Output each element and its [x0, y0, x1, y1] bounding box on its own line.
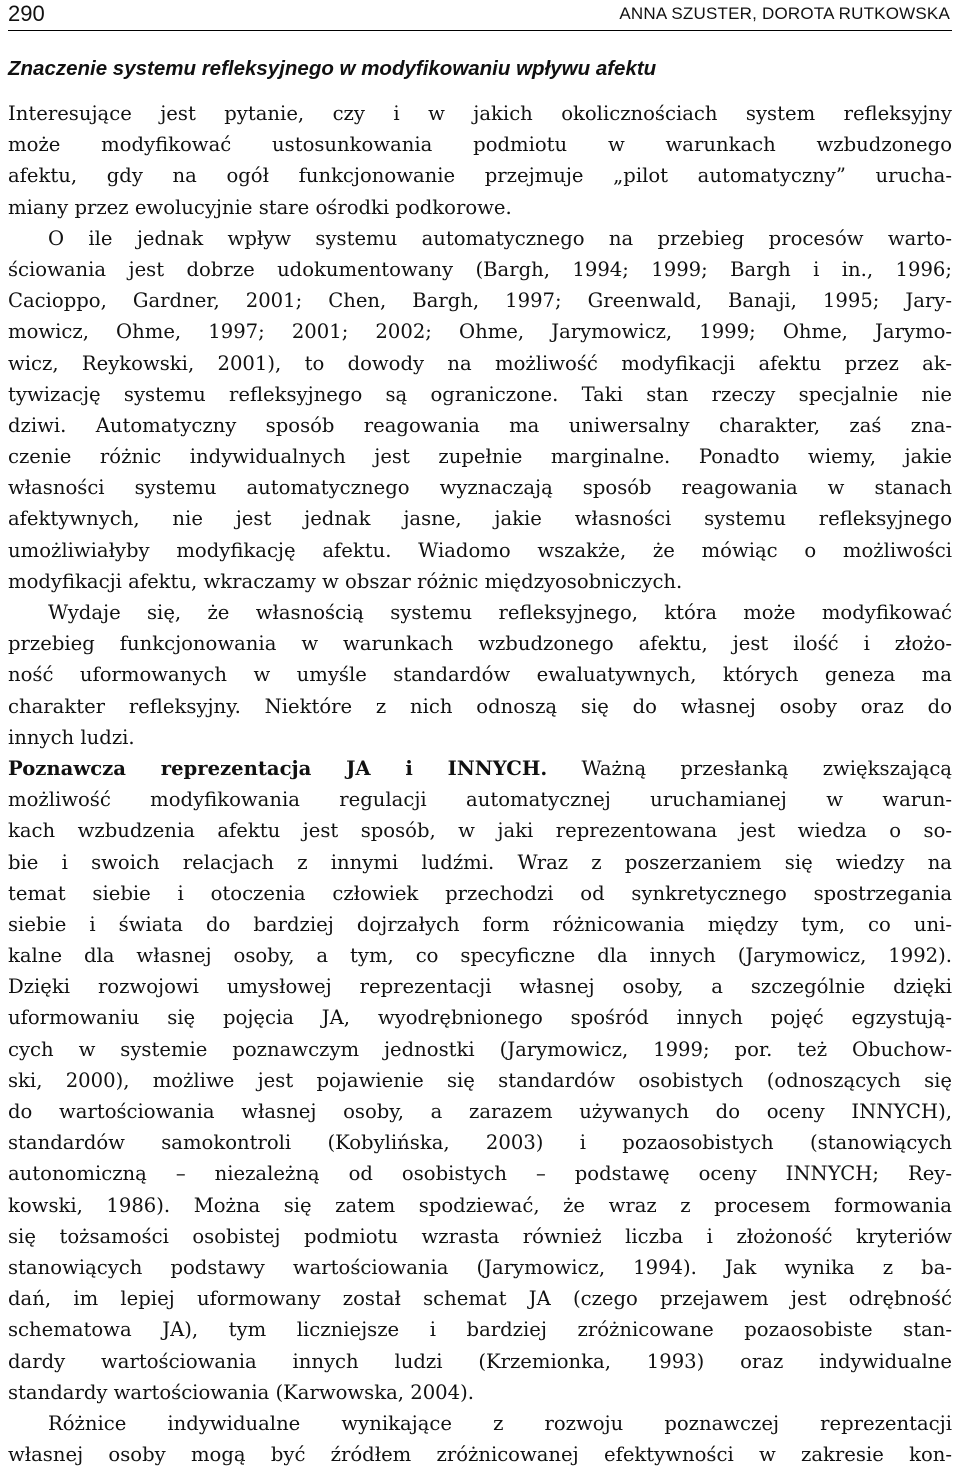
- line-text: siebie i świata do bardziej dojrzałych form różnicowania między tym, co uni-: [8, 912, 952, 936]
- line-text: Cacioppo, Gardner, 2001; Chen, Bargh, 1997; Greenwald, Banaji, 1995; Jary-: [8, 289, 952, 313]
- line-text: modyfikacji afektu, wkraczamy w obszar różnic międzyosobniczych.: [8, 569, 683, 593]
- line-text: dardy wartościowania innych ludzi (Krzemionka, 1993) oraz indywidualne: [8, 1349, 952, 1373]
- line-text: do wartościowania własnej osoby, a zarazem używanych do oceny INNYCH),: [8, 1100, 952, 1123]
- line-text: standardów samokontroli (Kobylińska, 2003) i pozaosobistych (stanowiących: [8, 1131, 952, 1155]
- running-header: [8, 0, 952, 31]
- line-text: bie i swoich relacjach z innymi ludźmi. Wraz z poszerzaniem się wiedzy na: [8, 850, 952, 874]
- text-line: [8, 1190, 952, 1221]
- text-line: [8, 379, 952, 410]
- line-text: własnej osoby mogą być źródłem zróżnicowanej efektywności w zakresie kon-: [8, 1443, 952, 1467]
- line-text: tywizację systemu refleksyjnego są ograniczone. Taki stan rzeczy specjalnie nie: [8, 382, 952, 406]
- running-head-authors: ANNA SZUSTER, DOROTA RUTKOWSKA: [619, 4, 950, 23]
- text-line: [8, 722, 952, 753]
- text-line: [8, 1065, 952, 1096]
- line-text: kalne dla własnej osoby, a tym, co specyficzne dla innych (Jarymowicz, 1992).: [8, 944, 952, 968]
- line-text: mowicz, Ohme, 1997; 2001; 2002; Ohme, Jarymowicz, 1999; Ohme, Jarymo-: [8, 320, 952, 344]
- text-line: [8, 410, 952, 441]
- line-text: Różnice indywidualne wynikające z rozwoju poznawczej reprezentacji: [48, 1411, 952, 1435]
- text-line: [8, 691, 952, 722]
- line-text: Wydaje się, że własnością systemu refleksyjnego, która może modyfikować: [48, 601, 952, 624]
- line-text: afektywnych, nie jest jednak jasne, jakie własności systemu refleksyjnego: [8, 507, 952, 531]
- text-line: [8, 1221, 952, 1252]
- text-line: [8, 223, 952, 254]
- line-text: Interesujące jest pytanie, czy i w jakich okolicznościach system refleksyjny: [8, 102, 952, 125]
- section-heading: Znaczenie systemu refleksyjnego w modyfikowaniu wpływu afektu: [8, 57, 657, 80]
- text-line: [8, 348, 952, 379]
- text-line: [8, 971, 952, 1002]
- text-line: [8, 940, 952, 971]
- line-text: wicz, Reykowski, 2001), to dowody na możliwość modyfikacji afektu przez ak-: [8, 351, 952, 375]
- line-text: afektu, gdy na ogół funkcjonowanie przejmuje „pilot automatyczny” urucha-: [8, 164, 952, 188]
- line-text: Dzięki rozwojowi umysłowej reprezentacji własnej osoby, a szczególnie dzięki: [8, 975, 952, 999]
- line-text: temat siebie i otoczenia człowiek przechodzi od synkretycznego spostrzegania: [8, 881, 952, 905]
- text-line: [8, 566, 952, 597]
- line-text: stanowiących podstawy wartościowania (Jarymowicz, 1994). Jak wynika z ba-: [8, 1255, 952, 1279]
- text-line: [8, 1127, 952, 1158]
- line-text: standardy wartościowania (Karwowska, 2004).: [8, 1380, 474, 1404]
- line-text: O ile jednak wpływ systemu automatycznego na przebieg procesów warto-: [48, 226, 952, 250]
- text-line: [8, 254, 952, 285]
- line-text: cych w systemie poznawczym jednostki (Jarymowicz, 1999; por. też Obuchow-: [8, 1037, 952, 1061]
- text-line: [8, 503, 952, 534]
- line-text: innych ludzi.: [8, 725, 135, 749]
- text-line: [8, 659, 952, 690]
- line-text: własności systemu automatycznego wyznaczają sposób reagowania w stanach: [8, 476, 952, 500]
- text-line: [8, 1002, 952, 1033]
- text-line: [8, 1314, 952, 1345]
- text-line: [8, 129, 952, 160]
- body-text: [8, 98, 952, 1470]
- line-text: autonomiczną – niezależną od osobistych – podstawę oceny INNYCH; Rey-: [8, 1162, 952, 1186]
- text-line: [8, 597, 952, 628]
- line-text: Ważną przesłanką zwiększającą: [547, 756, 952, 780]
- text-line: [8, 472, 952, 503]
- text-line: [8, 1252, 952, 1283]
- page-number: 290: [8, 1, 45, 26]
- line-text: schematowa JA), tym liczniejsze i bardziej zróżnicowane pozaosobiste stan-: [8, 1318, 952, 1342]
- text-line: [8, 628, 952, 659]
- text-line: [8, 285, 952, 316]
- line-text: dań, im lepiej uformowany został schemat JA (czego przejawem jest odrębność: [8, 1287, 952, 1311]
- text-line: [8, 160, 952, 191]
- line-text: ność uformowanych w umyśle standardów ewaluatywnych, których geneza ma: [8, 663, 952, 687]
- text-line: [8, 784, 952, 815]
- text-line: [8, 909, 952, 940]
- text-line: [8, 441, 952, 472]
- inline-subheading: Poznawcza reprezentacja JA i INNYCH.: [8, 756, 548, 780]
- text-line: [8, 1158, 952, 1189]
- line-text: może modyfikować ustosunkowania podmiotu w warunkach wzbudzonego: [8, 133, 952, 157]
- text-line: [8, 192, 952, 223]
- text-line: [8, 535, 952, 566]
- text-line: [8, 1346, 952, 1377]
- line-text: dziwi. Automatyczny sposób reagowania ma uniwersalny charakter, zaś zna-: [8, 413, 952, 437]
- line-text: kach wzbudzenia afektu jest sposób, w jaki reprezentowana jest wiedza o so-: [8, 819, 952, 843]
- line-text: umożliwiałyby modyfikację afektu. Wiadomo wszakże, że mówiąc o możliwości: [8, 538, 952, 562]
- text-line: [8, 878, 952, 909]
- line-text: przebieg funkcjonowania w warunkach wzbudzonego afektu, jest ilość i złożo-: [8, 632, 952, 656]
- text-line: [8, 847, 952, 878]
- text-line: [8, 1096, 952, 1127]
- text-line: [8, 1377, 952, 1408]
- text-line: [8, 1439, 952, 1470]
- text-line: [8, 753, 952, 784]
- text-line: [8, 1034, 952, 1065]
- text-line: [8, 1408, 952, 1439]
- line-text: uformowaniu się pojęcia JA, wyodrębnionego spośród innych pojęć egzystują-: [8, 1006, 952, 1030]
- text-line: [8, 316, 952, 347]
- line-text: miany przez ewolucyjnie stare ośrodki podkorowe.: [8, 195, 512, 219]
- text-line: [8, 98, 952, 129]
- text-line: [8, 815, 952, 846]
- line-text: ski, 2000), możliwe jest pojawienie się standardów osobistych (odnoszących się: [8, 1068, 952, 1092]
- line-text: kowski, 1986). Można się zatem spodziewać, że wraz z procesem formowania: [8, 1193, 952, 1217]
- line-text: czenie różnic indywidualnych jest zupełnie marginalne. Ponadto wiemy, jakie: [8, 445, 952, 469]
- line-text: ściowania jest dobrze udokumentowany (Bargh, 1994; 1999; Bargh i in., 1996;: [8, 257, 952, 281]
- line-text: się tożsamości osobistej podmiotu wzrasta również liczba i złożoność kryteriów: [8, 1224, 952, 1248]
- line-text: możliwość modyfikowania regulacji automatycznej uruchamianej w warun-: [8, 788, 952, 812]
- line-text: charakter refleksyjny. Niektóre z nich odnoszą się do własnej osoby oraz do: [8, 694, 952, 718]
- text-line: [8, 1283, 952, 1314]
